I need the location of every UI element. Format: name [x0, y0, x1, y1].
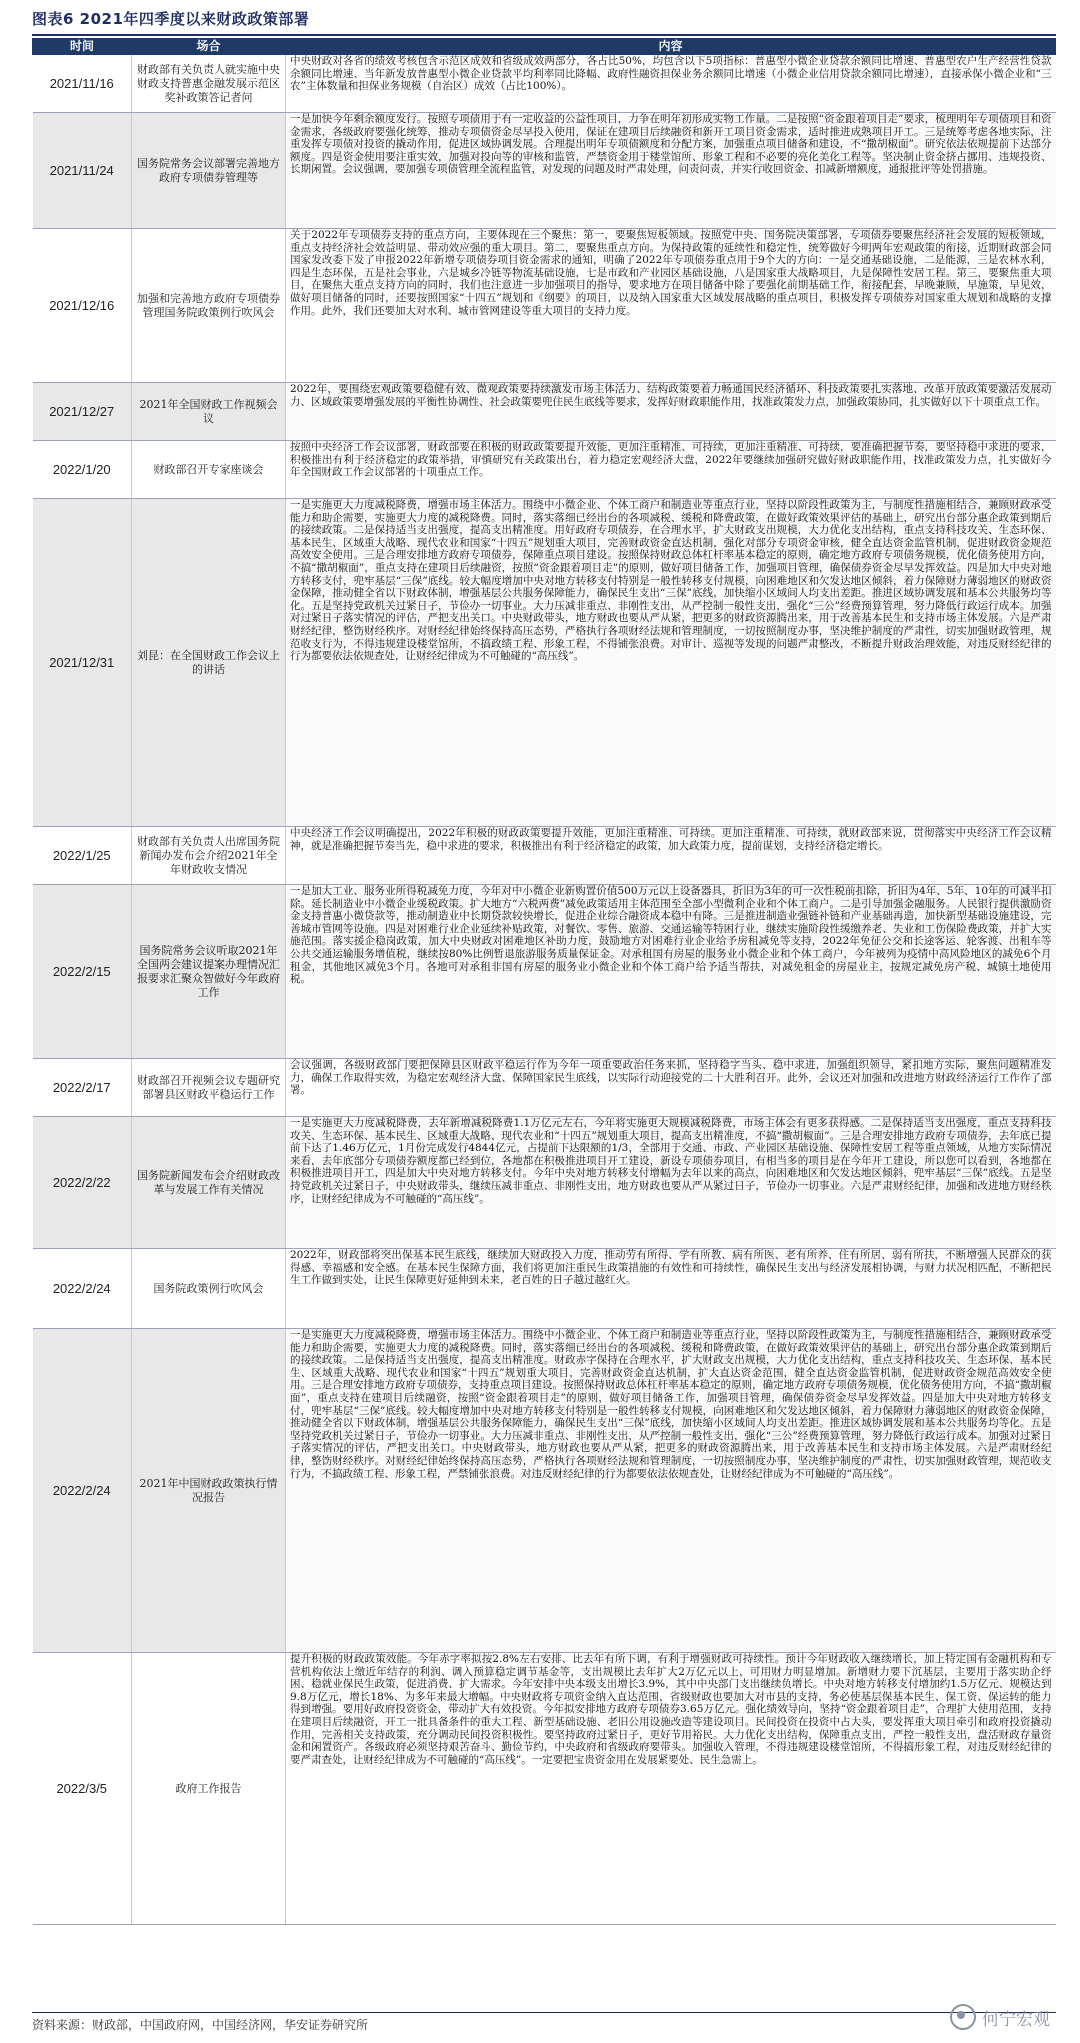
row-venue	[132, 1329, 286, 1653]
table-body	[33, 55, 1056, 1925]
row-venue-text: 国务院常务会议听取2021年全国两会建议提案办理情况汇报要求汇聚众智做好今年政府工作	[137, 943, 280, 999]
table-row	[33, 1329, 1056, 1653]
row-content	[286, 1059, 1056, 1117]
row-venue	[132, 1117, 286, 1249]
row-content-text: 会议强调，各级财政部门要把保障县区财政平稳运行作为今年一项重要政治任务来抓，坚持稳字当头、稳中求进，加强组织领导，紧扣地方实际，聚焦问题精准发力，确保工作取得实效，为稳定宏观经济大盘、保障国家民生底线，以实际行动迎接党的二十大胜利召开。此外，会议还对加强和改进地方财政经济运行工作作了部署。	[290, 1059, 1052, 1097]
policy-table	[32, 38, 1056, 1925]
row-date	[33, 113, 132, 229]
row-venue-text: 国务院新闻发布会介绍财政改革与发展工作有关情况	[137, 1168, 280, 1196]
row-date	[33, 499, 132, 827]
row-content	[286, 1329, 1056, 1653]
row-venue	[132, 441, 286, 499]
row-content-text: 关于2022年专项债券支持的重点方向，主要体现在三个聚焦：第一，要聚焦短板领域。按照党中央、国务院决策部署，专项债券要聚焦经济社会发展的短板领域，重点支持经济社会效益明显、带动效应强的重大项目。第二，要聚焦重点方向。为保持政策的延续性和稳定性，统筹做好今明两年宏观政策的衔接，近期财政部会同国家发改委下发了申报2022年新增专项债券项目资金需求的通知，明确了2022年专项债券重点用于9个大的方向：一是交通基础设施，二是能源，三是农林水利，四是生态环保，五是社会事业，六是城乡冷链等物流基础设施，七是市政和产业园区基础设施，八是国家重大战略项目，九是保障性安居工程。第三，要聚焦重大项目，在聚焦大重点支持方向的同时，我们也注意进一步加强项目的指导，要求地方在项目储备中除了要强化前期基础工作，衔接配套，早晚兼顾，早施策，早见效，做好项目储备的同时，还要按照国家“十四五”规划和《纲要》的项目，以及纳入国家重大区域发展战略的重点项目，积极发挥专项债券对国家重大规划和战略的支撑作用。此外，我们还要加大对水利、城市管网建设等重大项目的支持力度。	[290, 229, 1052, 317]
row-venue	[132, 383, 286, 441]
row-content-text: 一是加大工业、服务业所得税减免力度，今年对中小微企业新购置价值500万元以上设备器具，折旧为3年的可一次性税前扣除，折旧为4年、5年、10年的可减半扣除。延长制造业中小微企业缓税政策。扩大地方“六税两费”减免政策适用主体范围至全部小型微利企业和个体工商户。二是引导加强金融服务。人民银行提供激励资金支持普惠小微贷款等，推动制造业中长期贷款较快增长，促进企业综合融资成本稳中有降。三是推进制造业强链补链和产业基础再造，加快新型基础设施建设，完善城市管网等设施。四是对困难行业企业延续补贴政策，对餐饮、零售、旅游、交通运输等特困行业，继续实施阶段性缓缴养老、失业和工伤保险费政策，并扩大实施范围。落实援企稳岗政策，加大中央财政对困难地区补助力度，鼓励地方对困难行业企业给予房租减免等支持，2022年免征公交和长途客运、轮客渡、出租车等公共交通运输服务增值税，继续按80%比例暂退旅游服务质量保证金。对承租国有房屋的服务业小微企业和个体工商户，今年被列为疫情中高风险地区的减免6个月租金，其他地区减免3个月。各地可对承租非国有房屋的服务业小微企业和个体工商户给予适当帮扶，对减免租金的房屋业主，按规定减免房产税、城镇土地使用税。	[290, 885, 1052, 986]
row-date-text: 2022/2/24	[52, 1281, 111, 1296]
row-content-text: 按照中央经济工作会议部署，财政部要在积极的财政政策要提升效能，更加注重精准、可持续，更加注重精准、可持续，要准确把握节奏，要坚持稳中求进的要求，积极推出有利于经济稳定的政策举措，审慎研究有关政策出台，着力稳定宏观经济大盘，2022年要继续加强研究做好财政职能作用，找准政策发力点，扎实做好今年全国财政工作会议部署的十项重点工作。	[290, 441, 1052, 479]
figure-title: 图表6 2021年四季度以来财政政策部署	[32, 10, 310, 28]
row-date-text: 2022/2/22	[52, 1175, 111, 1190]
table-row	[33, 229, 1056, 383]
header-venue: 场合	[132, 39, 286, 55]
row-date	[33, 229, 132, 383]
table-row	[33, 441, 1056, 499]
row-content	[286, 229, 1056, 383]
row-content	[286, 55, 1056, 113]
row-content	[286, 113, 1056, 229]
row-content	[286, 499, 1056, 827]
table-row	[33, 1117, 1056, 1249]
row-venue-text: 刘昆：在全国财政工作会议上的讲话	[137, 648, 280, 676]
row-venue-text: 2021年中国财政政策执行情况报告	[139, 1476, 278, 1504]
row-content	[286, 885, 1056, 1059]
row-date	[33, 1249, 132, 1329]
row-date-text: 2021/11/24	[49, 163, 114, 178]
row-date	[33, 1653, 132, 1925]
row-date	[33, 885, 132, 1059]
row-venue	[132, 499, 286, 827]
row-venue	[132, 113, 286, 229]
row-content	[286, 1653, 1056, 1925]
row-date	[33, 441, 132, 499]
table-row	[33, 1059, 1056, 1117]
row-content-text: 一是实施更大力度减税降费，增强市场主体活力。围绕中小微企业、个体工商户和制造业等重点行业，坚持以阶段性政策为主，与制度性措施相结合，兼顾财政承受能力和助企需要，实施更大力度的减税降费。同时，落实落细已经出台的各项减税、缓税和降费政策，在做好政策效果评估的基础上，研究出台部分惠企政策到期后的接续政策。二是保持适当支出强度，提高支出精准度。财政赤字保持在合理水平，扩大财政支出规模，大力优化支出结构，重点支持科技攻关、生态环保、基本民生、区域重大战略、现代农业和国家“十四五”规划重大项目，完善财政资金直达机制，扩大直达资金范围，健全直达资金监管机制，促进财政资金规范高效安全使用。三是合理安排地方政府专项债券，支持重点项目建设。按照保持财政总体杠杆率基本稳定的原则，确定地方政府专项债务规模，优化债务使用方向，不搞“撒胡椒面”，重点支持在建项目后续融资，按照“资金跟着项目走”的原则，做好项目储备工作，加强项目管理，确保债券资金尽早发挥效益。四是加大中央对地方转移支付，兜牢基层“三保”底线。较大幅度增加中央对地方转移支付特别是一般性转移支付规模，向困难地区和欠发达地区倾斜，着力保障财力薄弱地区的财政资金保障，推动健全省以下财政体制，增强基层公共服务保障能力，确保民生支出“三保”底线，加快缩小区域间人均支出差距。推进区域协调发展和基本公共服务均等化。五是坚持党政机关过紧日子，节俭办一切事业。大力压减非重点、非刚性支出，从严控制一般性支出，强化“三公”经费预算管理，努力降低行政运行成本。加强对过紧日子落实情况的评估，严把支出关口。中央财政带头，地方财政也要从严从紧，把更多的财政资源腾出来，用于改善基本民生和支持市场主体发展。六是严肃财经纪律，整饬财经秩序。对财经纪律始终保持高压态势，严格执行各项财经法规和管理制度，一切按照制度办事，坚决维护制度的严肃性，切实加强财政管理，规范收支行为，不搞政绩工程、形象工程，严禁铺张浪费。对违反财经纪律的行为都要依法依规查处，让财经纪律成为不可触碰的“高压线”。	[290, 1329, 1052, 1480]
row-content-text: 2022年，财政部将突出保基本民生底线，继续加大财政投入力度，推动劳有所得、学有所教、病有所医、老有所养、住有所居、弱有所扶，不断增强人民群众的获得感、幸福感和安全感。在基本民生保障方面，我们将更加注重民生政策措施的有效性和可持续性，确保民生支出与经济发展相协调，与财力状况相匹配，不断把民生工作做到实处，让民生保障更好延伸到未来，老百姓的日子越过越红火。	[290, 1249, 1052, 1287]
row-content-text: 2022年，要围绕宏观政策要稳健有效、微观政策要持续激发市场主体活力、结构政策要着力畅通国民经济循环、科技政策要扎实落地、改革开放政策要激活发展动力、区域政策要增强发展的平衡性协调性、社会政策要兜住民生底线等要求，发挥好财政职能作用，找准政策发力点，加强政策协同，扎实做好以下十项重点工作。	[290, 383, 1052, 408]
row-content-text: 一是实施更大力度减税降费，增强市场主体活力。围绕中小微企业、个体工商户和制造业等重点行业，坚持以阶段性政策为主，与制度性措施相结合，兼顾财政承受能力和助企需要，实施更大力度的减税降费。同时，落实落细已经出台的各项减税、缓税和降费政策，在做好政策效果评估的基础上，研究出台部分惠企政策到期后的接续政策。二是保持适当支出强度，提高支出精准度。用好政府专项债券，在合理水平，扩大财政支出规模，大力优化支出结构，重点支持科技攻关、生态环保、基本民生、区域重大战略、现代农业和国家“十四五”规划重大项目，完善财政资金直达机制，强化对部分专项资金审核，健全直达资金监管机制，促进财政资金规范高效安全使用。三是合理安排地方政府专项债券，保障重点项目建设。按照保持财政总体杠杆率基本稳定的原则，确定地方政府专项债务规模，优化债务使用方向，不搞“撒胡椒面”，重点支持在建项目后续融资，按照“资金跟着项目走”的原则，做好项目储备工作，加强项目管理，确保债券资金尽早发挥效益。四是加大中央对地方转移支付，兜牢基层“三保”底线。较大幅度增加中央对地方转移支付特别是一般性转移支付规模，向困难地区和欠发达地区倾斜，着力保障财力薄弱地区的财政资金保障，推动健全省以下财政体制，增强基层公共服务保障能力，确保民生支出“三保”底线，加快缩小区域间人均支出差距。推进区域协调发展和基本公共服务均等化。五是坚持党政机关过紧日子，节俭办一切事业。大力压减非重点、非刚性支出，从严控制一般性支出，强化“三公”经费预算管理，努力降低行政运行成本。加强对过紧日子落实情况的评估，严把支出关口。中央财政带头，地方财政也要从严从紧，把更多的财政资源腾出来，用于改善基本民生和支持市场主体发展。六是严肃财经纪律，整饬财经秩序。对财经纪律始终保持高压态势，严格执行各项财经法规和管理制度，一切按照制度办事，坚决维护制度的严肃性，切实加强财政管理，规范收支行为，不得违规建设楼堂馆所，不搞政绩工程、形象工程，不得铺张浪费。对审计、巡视等发现的问题严肃整改，不断提升财政治理效能，对违反财经纪律的行为都要依法依规查处，让财经纪律成为不可触碰的“高压线”。	[290, 499, 1052, 663]
row-content	[286, 383, 1056, 441]
row-venue-text: 国务院政策例行吹风会	[153, 1281, 264, 1295]
table-header-row	[33, 39, 1056, 55]
row-content-text: 提升积极的财政政策效能。今年赤字率拟按2.8%左右安排、比去年有所下调，有利于增强财政可持续性。预计今年财政收入继续增长，加上特定国有金融机构和专营机构依法上缴近年结存的利润、调入预算稳定调节基金等，支出规模比去年扩大2万亿元以上，可用财力明显增加。新增财力要下沉基层，主要用于落实助企纾困、稳就业保民生政策，促进消费、扩大需求。今年安排中央本级支出增长3.9%，其中中央部门支出继续负增长。中央对地方转移支付增加约1.5万亿元、规模达到9.8万亿元，增长18%、为多年来最大增幅。中央财政将专项资金纳入直达范围，省级财政也要加大对市县的支持，务必使基层保基本民生、保工资、保运转的能力得到增强。要用好政府投资资金，带动扩大有效投资。今年拟安排地方政府专项债券3.65万亿元。强化绩效导向，坚持“资金跟着项目走”，合理扩大使用范围，支持在建项目后续融资，开工一批具备条件的重大工程、新型基础设施、老旧公用设施改造等建设项目。民间投资在投资中占大头，要发挥重大项目牵引和政府投资撬动作用，完善相关支持政策，充分调动民间投资积极性。要坚持政府过紧日子，更好节用裕民。大力优化支出结构，保障重点支出，严控一般性支出，盘活财政存量资金和闲置资产。各级政府必须坚持艰苦奋斗、勤俭节约，中央政府和省级政府要带头。加强收入管理，不得违规建设楼堂馆所，不得搞形象工程，对违反财经纪律的要严肃查处，让财经纪律成为不可触碰的“高压线”。一定要把宝贵资金用在发展紧要处、民生急需上。	[290, 1653, 1052, 1766]
table-row	[33, 885, 1056, 1059]
table-row	[33, 55, 1056, 113]
row-date-text: 2021/12/27	[49, 404, 115, 419]
header-content: 内容	[286, 39, 1056, 55]
row-venue	[132, 827, 286, 885]
wechat-logo-icon	[950, 2004, 976, 2030]
row-date	[33, 383, 132, 441]
row-content-text: 一是加快今年剩余额度发行。按照专项债用于有一定收益的公益性项目，力争在明年初形成实物工作量。二是按照“资金跟着项目走”要求，梳理明年专项债项目和资金需求，各级政府要强化统筹，推动专项债资金尽早投入使用，保证在建项目后续融资和新开工项目资金需求，适时推进成熟项目开工。三是统筹考虑各地实际，注重发挥专项债对投资的撬动作用，促进区域协调发展。合理提出明年专项债额度和分配方案，加强重点项目储备和建设，不“撒胡椒面”。研究依法依规提前下达部分额度。四是资金使用要注重实效，加强对投向等的审核和监管，严禁资金用于楼堂馆所、形象工程和不必要的亮化美化工程等。坚决制止资金挤占挪用、违规投资、长期闲置。会议强调，要加强专项债管理全流程监管，对发现的问题及时严肃处理，问责问责，并实行收回资金、扣减新增额度，通报批评等处罚措施。	[290, 113, 1052, 176]
row-content	[286, 827, 1056, 885]
row-venue-text: 财政部有关负责人就实施中央财政支持普惠金融发展示范区奖补政策答记者问	[137, 62, 280, 104]
row-venue	[132, 229, 286, 383]
row-date-text: 2022/1/25	[52, 848, 111, 863]
row-venue-text: 财政部召开视频会议专题研究部署县区财政平稳运行工作	[137, 1073, 280, 1101]
row-date-text: 2021/12/16	[49, 298, 115, 313]
row-venue-text: 财政部有关负责人出席国务院新闻办发布会介绍2021年全年财政收支情况	[137, 834, 280, 876]
row-venue-text: 财政部召开专家座谈会	[153, 462, 264, 476]
row-content	[286, 1117, 1056, 1249]
row-venue	[132, 885, 286, 1059]
source-note: 资料来源：财政部，中国政府网，中国经济网，华安证券研究所	[32, 2018, 369, 2032]
row-date-text: 2021/11/16	[49, 76, 114, 91]
row-date-text: 2022/2/17	[52, 1080, 111, 1095]
row-venue-text: 国务院常务会议部署完善地方政府专项债券管理等	[137, 156, 280, 184]
table-row	[33, 383, 1056, 441]
row-date-text: 2022/1/20	[52, 462, 111, 477]
row-date-text: 2022/2/24	[52, 1483, 111, 1498]
row-date-text: 2022/2/15	[52, 964, 111, 979]
table-row	[33, 827, 1056, 885]
table-row	[33, 1653, 1056, 1925]
row-content-text: 中央财政对各省的绩效考核包含示范区成效和省级成效两部分，各占比50%，均包含以下5项指标：普惠型小微企业贷款余额同比增速、普惠型农户生产经营性贷款余额同比增速、当年新发放普惠型小微企业贷款平均利率同比降幅、政府性融资担保业务余额同比增速（小微企业信用贷款余额同比增速），直接承保小微企业和“三农”主体数量和担保业务规模（自治区）成效（占比100%）。	[290, 55, 1052, 93]
row-content-text: 一是实施更大力度减税降费，去年新增减税降费1.1万亿元左右，今年将实施更大规模减税降费，市场主体会有更多获得感。二是保持适当支出强度，重点支持科技攻关、生态环保、基本民生、区域重大战略、现代农业和“十四五”规划重大项目，提高支出精准度，不搞“撒胡椒面”。三是合理安排地方政府专项债券，去年底已提前下达了1.46万亿元，1月份完成发行4844亿元，占提前下达限额的1/3，全部用于交通、市政、产业园区基础设施、保障性安居工程等重点领域，从地方实际情况来看，去年底部分专项债券额度都已经到位，各地都在积极推进项目开工建设，新设专项债券项目，有相当多的项目是在今年开工建设，所以您可以看到，各地都在积极推进项目开工，四是加大中央对地方转移支付。今年中央对地方转移支付增幅为去年以来的高点，向困难地区和欠发达地区倾斜，兜牢基层“三保”底线。五是坚持党政机关过紧日子，中央财政带头，继续压减非重点、非刚性支出，地方财政也要从严从紧过日子，节俭办一切事业。六是严肃财经纪律，加强和改进地方财经秩序，让财经纪律成为不可触碰的“高压线”。	[290, 1117, 1052, 1205]
row-content	[286, 441, 1056, 499]
brand-name: 何宁宏观	[982, 2009, 1050, 2030]
header-date: 时间	[33, 39, 132, 55]
row-date	[33, 55, 132, 113]
row-venue-text: 加强和完善地方政府专项债券管理国务院政策例行吹风会	[137, 291, 280, 319]
row-date	[33, 1329, 132, 1653]
row-venue-text: 2021年全国财政工作视频会议	[139, 397, 278, 425]
row-date	[33, 1117, 132, 1249]
title-rule	[32, 34, 1056, 36]
row-date	[33, 827, 132, 885]
row-venue	[132, 1653, 286, 1925]
row-date	[33, 1059, 132, 1117]
row-venue	[132, 1059, 286, 1117]
table-row	[33, 499, 1056, 827]
row-content	[286, 1249, 1056, 1329]
row-content-text: 中央经济工作会议明确提出，2022年积极的财政政策要提升效能，更加注重精准、可持续。更加注重精准、可持续，就财政部来说，贯彻落实中央经济工作会议精神，就是准确把握节奏当先，稳中求进的要求，积极推出有利于经济稳定的政策，加大政策力度，提前谋划，支持经济稳定增长。	[290, 827, 1052, 852]
footer-rule	[32, 2012, 1056, 2013]
table-row	[33, 1249, 1056, 1329]
row-venue	[132, 55, 286, 113]
row-venue-text: 政府工作报告	[175, 1781, 242, 1795]
table-row	[33, 113, 1056, 229]
row-date-text: 2022/3/5	[56, 1781, 108, 1796]
brand-watermark	[950, 2004, 1050, 2030]
row-venue	[132, 1249, 286, 1329]
row-date-text: 2021/12/31	[49, 655, 115, 670]
